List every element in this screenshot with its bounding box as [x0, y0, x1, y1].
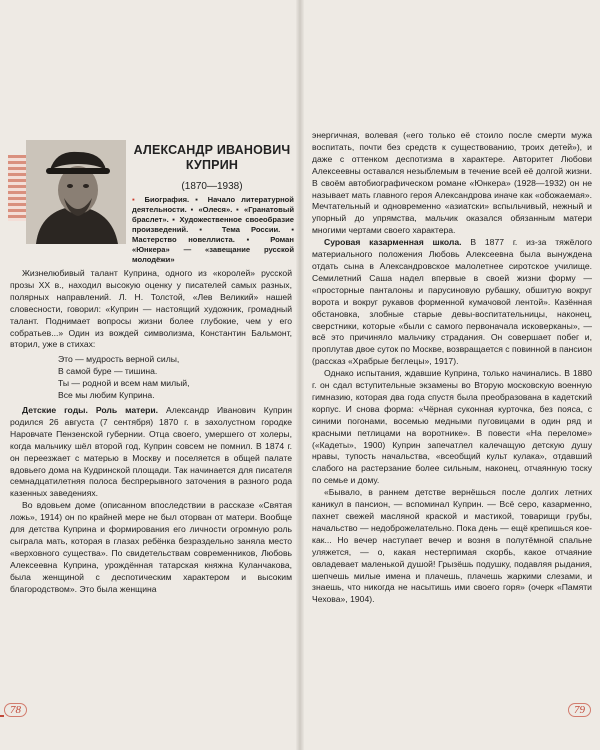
chapter-header: [8, 135, 292, 263]
bullet-icon: ▪: [132, 195, 145, 204]
paragraph: энергичная, волевая («его только её стоило после смерти мужа воспитать, почти без средств к существованию, троих детей»), и даже с оттенком деспотизма в характере. Авторитет Любови Алексеевны оставался незыблемым в течение всей её долгой жизни. В своём автобиографическом романе «Юнкера» (1928—1932) он не называет мать главного героя Александрова иначе как «обожаемая». Мечтательный и одновременно «азиатски» вспыльчивый, нежный и упорный до упрямства, мальчик оказался обязанным матери многими чертами своего характера.: [312, 130, 592, 236]
poem-line: В самой буре — тишина.: [58, 366, 158, 377]
section-heading: Суровая казарменная школа.: [324, 237, 462, 248]
author-name-line2: КУПРИН: [185, 158, 239, 172]
page-edge-mark: [0, 715, 4, 717]
section-heading: Детские годы. Роль матери.: [22, 404, 159, 415]
poem-quote: [58, 354, 292, 402]
page-number-left: 78: [4, 703, 27, 717]
paragraph: [10, 405, 292, 500]
left-page-text: [10, 268, 292, 595]
decorative-stripes: [8, 155, 26, 221]
paragraph: Во вдовьем доме (описанном впоследствии в рассказе «Святая ложь», 1914) он по крайней мере не был оторван от матери. Вообще для детства Куприна и формирования его личности огромную роль сыграла мать, которая в глазах ребёнка безраздельно заняла место «верховного существа». По свидетельствам современников, Любовь Алексеевна Куприна, урождённая татарская княжна Куланчакова, была женщиной с деспотическим характером и высоким благородством». Это была женщина: [10, 500, 292, 594]
author-portrait: [26, 140, 126, 244]
chapter-topics: [132, 195, 294, 265]
book-gutter: [296, 0, 304, 750]
paragraph-text: Александр Иванович Куприн родился 26 августа (7 сентября) 1870 г. в захолустном городке Наровчате Пензенской губернии. Отца своего, умершего от холеры, когда мальчику шёл второй год, Куприн совсем не помнил. В 1874 г. он переезжает с матерью в Москву и поселяется в общей палате вдовьего дома на Кудринской площади. Так начинается для писателя семнадцатилетняя полоса беспрерывного заточения в разного рода казенных заведениях.: [10, 404, 292, 499]
poem-line: Ты — родной и всем нам милый,: [58, 378, 190, 389]
author-name-line1: АЛЕКСАНДР ИВАНОВИЧ: [133, 143, 291, 157]
portrait-image: [26, 140, 126, 244]
paragraph-text: В 1877 г. из-за тяжёлого материального положения Любовь Алексеевна была вынуждена отдать сына в Александровское малолетнее сиротское училище. Семилетний Саша надел впервые в своей жизни форму — «просторные панталоны и парусиновую рубашку, обшитую вокруг ворота и вокруг рукавов форменной кумачовой лентой». Казённая обстановка, злобные старые девы-воспитательницы, наконец, сверстники, которые «были с самого первоначала исковерканы», — всё это причиняло мальчику страдания. Он совершает побег и, проплутав двое суток по Москве, возвращается с повинной в пансион (рассказ «Храбрые беглецы», 1917).: [312, 237, 592, 367]
right-page-text: [312, 130, 592, 606]
author-title: [132, 143, 292, 192]
paragraph: [312, 237, 592, 368]
paragraph: Жизнелюбивый талант Куприна, одного из «королей» русской прозы XX в., находил высокую оценку у писателей самых разных, полярных направлений. Л. Н. Толстой, «Лев Великий» нашей словесности, говорил: «Куприн — настоящий художник, громадный талант. Поднимает вопросы жизни более глубокие, чем у его собратьев...» Один из вождей символизма, Константин Бальмонт, вторил, уже в стихах:: [10, 268, 292, 350]
author-years: (1870—1938): [181, 181, 243, 192]
paragraph: «Бывало, в раннем детстве вернёшься после долгих летних каникул в пансион, — вспоминал Куприн. — Всё серо, казарменно, пахнет свежей масляной краской и мастикой, товарищи грубы, начальство — недоброжелательно. Пока день — ещё крепишься кое-как... Но вечер наступает вечер и возня в полутёмной спальне уляжется, — о, какая нестерпимая скорбь, какое отчаяние овладевает маленькой душой! Грызёшь подушку, подавляя рыдания, шепчешь милые имена и плачешь, плачешь жаркими слезами, и знаешь, что никогда не насытишь ими своего горя» (очерк «Памяти Чехова», 1904).: [312, 487, 592, 605]
poem-line: Это — мудрость верной силы,: [58, 354, 180, 365]
topics-text: Биография. ▪ Начало литературной деятельности. ▪ «Олеся». ▪ «Гранатовый браслет». ▪ Художественное своеобразие произведений. ▪ Тема России. ▪ Мастерство новеллиста. ▪ Роман «Юнкера» — «завещание русской молодёжи»: [132, 195, 294, 264]
poem-line: Все мы любим Куприна.: [58, 390, 155, 401]
paragraph: Однако испытания, ждавшие Куприна, только начинались. В 1880 г. он сдал вступительные экзамены во Вторую московскую военную гимназию, которая два года спустя была преобразована в кадетский корпус. И снова форма: «Чёрная суконная курточка, без пояса, с синими погонами, восемью медными пуговицами в один ряд и красными петлицами на воротнике». В повести «На переломе» («Кадеты», 1900) Куприн запечатлел калечащую детскую душу нравы, тупость начальства, «всеобщий культ кулака», отдавший слабого на растерзание более сильным, наконец, отчаянную тоску по семье и дому.: [312, 368, 592, 486]
page-number-right: 79: [568, 703, 591, 717]
